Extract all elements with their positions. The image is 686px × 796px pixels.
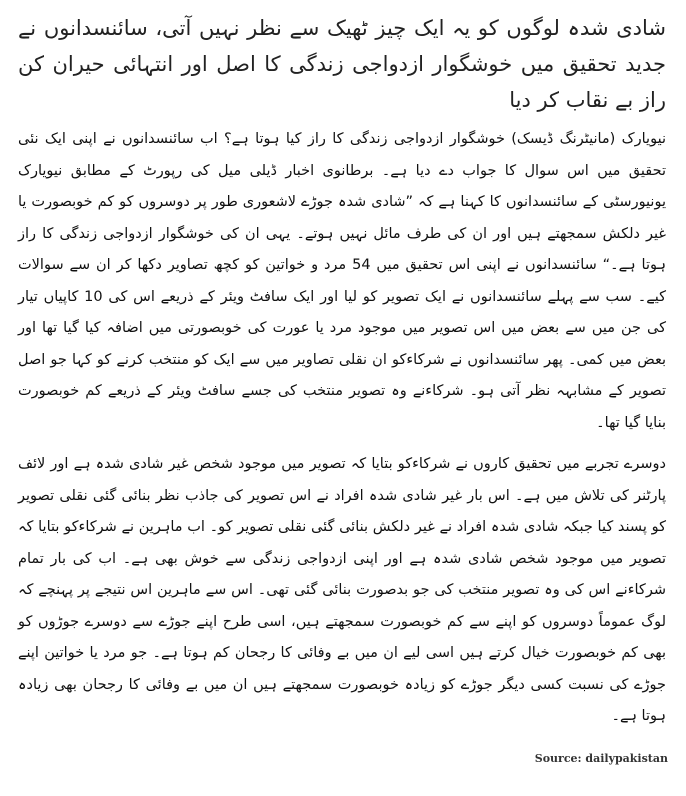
source-credit: Source: dailypakistan	[534, 752, 668, 765]
article-paragraph-1: نیویارک (مانیٹرنگ ڈیسک) خوشگوار ازدواجی زندگی کا راز کیا ہوتا ہے؟ اب سائنسدانوں نے اپنی ایک نئی تحقیق میں اس سوال کا جواب دے دیا ہے۔ برطانوی اخبار ڈیلی میل کی رپورٹ کے مطابق نیویارک یونیورسٹی کے سائنسدانوں کا کہنا ہے کہ ”شادی شدہ جوڑے لاشعوری طور پر دوسروں کو کم خوبصورت یا غیر دلکش سمجھتے ہیں اور ان کی طرف مائل نہیں ہوتے۔ یہی ان کی خوشگوار ازدواجی زندگی کا راز ہوتا ہے۔“ سائنسدانوں نے اپنی اس تحقیق میں 54 مرد و خواتین کو کچھ تصاویر دکھا کر ان سے سوالات کیے۔ سب سے پہلے سائنسدانوں نے ایک تصویر کو لیا اور ایک سافٹ ویئر کے ذریعے اس کی 10 کاپیاں تیار کی جن میں سے بعض میں اس تصویر میں موجود مرد یا عورت کی خوبصورتی میں اضافہ کیا گیا تھا اور بعض میں کمی۔ پھر سائنسدانوں نے شرکاءکو ان نقلی تصاویر میں سے ایک کو منتخب کرنے کو کہا جو اصل تصویر کے مشابہہ نظر آتی ہو۔ شرکاءنے وہ تصویر منتخب کی جسے سافٹ ویئر کے ذریعے کم خوبصورت بنایا گیا تھا۔	[18, 131, 666, 431]
article-headline: شادی شدہ لوگوں کو یہ ایک چیز ٹھیک سے نظر نہیں آتی، سائنسدانوں نے جدید تحقیق میں خوشگوار ازدواجی زندگی کا اصل اور انتہائی حیران کن راز بے نقاب کر دیا	[18, 16, 666, 112]
article-paragraph-2: دوسرے تجربے میں تحقیق کاروں نے شرکاءکو بتایا کہ تصویر میں موجود شخص غیر شادی شدہ ہے اور لائف پارٹنر کی تلاش میں ہے۔ اس بار غیر شادی شدہ افراد نے اس تصویر کی جاذب نظر بنائی گئی نقلی تصویر کو پسند کیا جبکہ شادی شدہ افراد نے غیر دلکش بنائی گئی نقلی تصویر کو۔ اب ماہرین نے شرکاءکو بتایا کہ تصویر میں موجود شخص شادی شدہ ہے اور اپنی ازدواجی زندگی سے خوش بھی ہے۔ اب کی بار تمام شرکاءنے اس کی وہ تصویر منتخب کی جو بدصورت بنائی گئی تھی۔ اس سے ماہرین اس نتیجے پر پہنچے کہ لوگ عموماً دوسروں کو اپنے سے کم خوبصورت سمجھتے ہیں، اسی طرح اپنے جوڑے سے دوسرے جوڑوں کو بھی کم خوبصورت خیال کرتے ہیں اسی لیے ان میں بے وفائی کا رجحان کم ہوتا ہے۔ جو مرد یا خواتین اپنے جوڑے کی نسبت کسی دیگر جوڑے کو زیادہ خوبصورت سمجھتے ہیں ان میں بے وفائی کا رجحان بھی زیادہ ہوتا ہے۔	[18, 456, 666, 724]
